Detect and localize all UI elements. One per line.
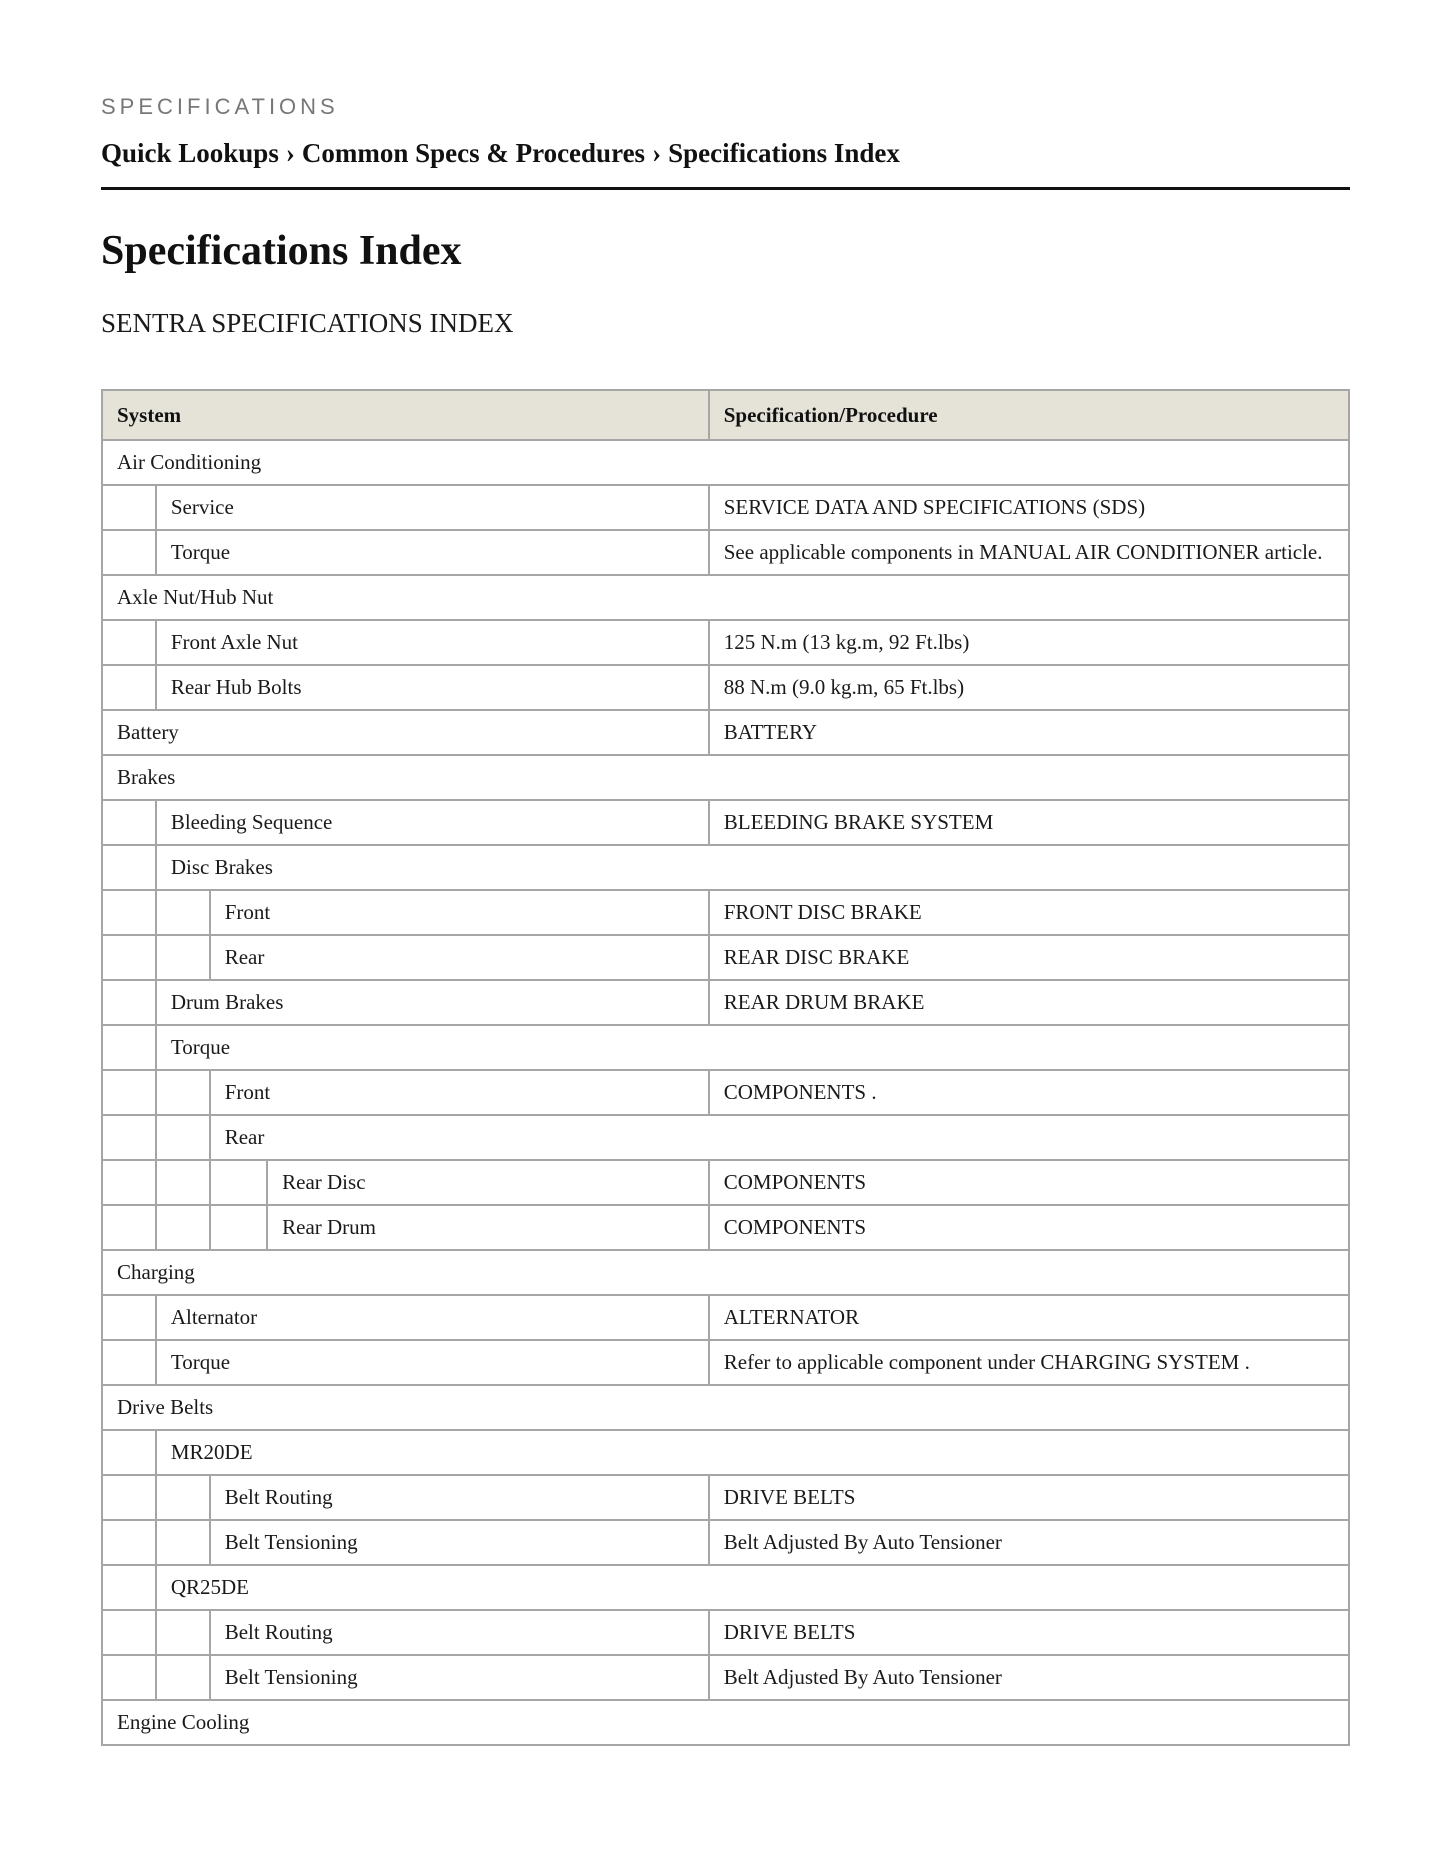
specification-cell: FRONT DISC BRAKE (709, 890, 1349, 935)
system-cell: Engine Cooling (102, 1700, 1349, 1745)
table-row (102, 440, 1349, 485)
indent-cell (102, 1520, 156, 1565)
system-cell: Front Axle Nut (156, 620, 709, 665)
header-divider (101, 187, 1350, 190)
table-row (102, 1385, 1349, 1430)
column-header-specification: Specification/Procedure (709, 390, 1349, 440)
indent-cell (210, 1205, 267, 1250)
table-row (102, 1025, 1349, 1070)
system-cell: Alternator (156, 1295, 709, 1340)
table-row (102, 1610, 1349, 1655)
indent-cell (102, 1475, 156, 1520)
column-header-system: System (102, 390, 709, 440)
system-cell: Charging (102, 1250, 1349, 1295)
table-row (102, 935, 1349, 980)
indent-cell (156, 1070, 210, 1115)
indent-cell (102, 1340, 156, 1385)
system-cell: Brakes (102, 755, 1349, 800)
table-row (102, 575, 1349, 620)
table-row (102, 845, 1349, 890)
specification-cell: BATTERY (709, 710, 1349, 755)
table-row (102, 1430, 1349, 1475)
indent-cell (102, 620, 156, 665)
table-row (102, 890, 1349, 935)
indent-cell (156, 1520, 210, 1565)
system-cell: Torque (156, 1340, 709, 1385)
system-cell: Rear Disc (267, 1160, 709, 1205)
table-row (102, 1205, 1349, 1250)
section-title: SENTRA SPECIFICATIONS INDEX (101, 308, 514, 338)
section-eyebrow: SPECIFICATIONS (101, 94, 339, 119)
indent-cell (102, 890, 156, 935)
indent-cell (102, 800, 156, 845)
system-cell: Drive Belts (102, 1385, 1349, 1430)
indent-cell (102, 1430, 156, 1475)
indent-cell (156, 1610, 210, 1655)
indent-cell (156, 935, 210, 980)
page-title: Specifications Index (101, 228, 462, 274)
specification-cell: REAR DRUM BRAKE (709, 980, 1349, 1025)
specification-cell: Belt Adjusted By Auto Tensioner (709, 1655, 1349, 1700)
indent-cell (102, 530, 156, 575)
indent-cell (102, 1295, 156, 1340)
system-cell: Rear Drum (267, 1205, 709, 1250)
table-row (102, 1565, 1349, 1610)
breadcrumb-item-quick-lookups[interactable]: Quick Lookups (101, 138, 279, 168)
table-row (102, 1655, 1349, 1700)
specification-cell: DRIVE BELTS (709, 1475, 1349, 1520)
specification-cell: See applicable components in MANUAL AIR CONDITIONER article. (709, 530, 1349, 575)
breadcrumb-item-current: Specifications Index (668, 138, 900, 168)
indent-cell (156, 1115, 210, 1160)
indent-cell (102, 935, 156, 980)
system-cell: Rear (210, 935, 709, 980)
system-cell: Disc Brakes (156, 845, 1349, 890)
specification-cell: COMPONENTS (709, 1205, 1349, 1250)
system-cell: Front (210, 890, 709, 935)
specification-cell: Refer to applicable component under CHARGING SYSTEM . (709, 1340, 1349, 1385)
table-row (102, 1520, 1349, 1565)
specification-cell: ALTERNATOR (709, 1295, 1349, 1340)
indent-cell (102, 1070, 156, 1115)
table-row (102, 1295, 1349, 1340)
system-cell: Belt Routing (210, 1475, 709, 1520)
indent-cell (102, 980, 156, 1025)
system-cell: Air Conditioning (102, 440, 1349, 485)
system-cell: Battery (102, 710, 709, 755)
indent-cell (102, 1205, 156, 1250)
specification-cell: REAR DISC BRAKE (709, 935, 1349, 980)
breadcrumb-separator: › (285, 138, 295, 168)
table-row (102, 1700, 1349, 1745)
specification-cell: COMPONENTS . (709, 1070, 1349, 1115)
system-cell: Drum Brakes (156, 980, 709, 1025)
system-cell: Bleeding Sequence (156, 800, 709, 845)
system-cell: Belt Tensioning (210, 1655, 709, 1700)
indent-cell (102, 485, 156, 530)
breadcrumb (101, 138, 900, 169)
system-cell: Torque (156, 1025, 1349, 1070)
table-row (102, 665, 1349, 710)
specification-cell: SERVICE DATA AND SPECIFICATIONS (SDS) (709, 485, 1349, 530)
table-row (102, 1340, 1349, 1385)
table-body (102, 440, 1349, 1745)
indent-cell (102, 1160, 156, 1205)
table-row (102, 1250, 1349, 1295)
table-row (102, 1160, 1349, 1205)
indent-cell (156, 890, 210, 935)
system-cell: Service (156, 485, 709, 530)
indent-cell (156, 1160, 210, 1205)
table-row (102, 485, 1349, 530)
breadcrumb-item-common-specs[interactable]: Common Specs & Procedures (301, 138, 646, 168)
table-row (102, 1070, 1349, 1115)
breadcrumb-separator: › (652, 138, 662, 168)
system-cell: Rear (210, 1115, 1349, 1160)
system-cell: QR25DE (156, 1565, 1349, 1610)
specification-cell: DRIVE BELTS (709, 1610, 1349, 1655)
indent-cell (102, 665, 156, 710)
specifications-table (101, 389, 1350, 1746)
indent-cell (102, 1025, 156, 1070)
indent-cell (102, 1115, 156, 1160)
specification-cell: Belt Adjusted By Auto Tensioner (709, 1520, 1349, 1565)
system-cell: Rear Hub Bolts (156, 665, 709, 710)
table-row (102, 1115, 1349, 1160)
system-cell: Torque (156, 530, 709, 575)
table-row (102, 980, 1349, 1025)
indent-cell (102, 1655, 156, 1700)
indent-cell (102, 1565, 156, 1610)
indent-cell (156, 1205, 210, 1250)
system-cell: Axle Nut/Hub Nut (102, 575, 1349, 620)
table-row (102, 800, 1349, 845)
table-header-row (102, 390, 1349, 440)
table-row (102, 620, 1349, 665)
specification-cell: BLEEDING BRAKE SYSTEM (709, 800, 1349, 845)
indent-cell (102, 1610, 156, 1655)
system-cell: Front (210, 1070, 709, 1115)
table-row (102, 755, 1349, 800)
table-row (102, 1475, 1349, 1520)
indent-cell (156, 1475, 210, 1520)
table-row (102, 530, 1349, 575)
table-row (102, 710, 1349, 755)
system-cell: MR20DE (156, 1430, 1349, 1475)
system-cell: Belt Routing (210, 1610, 709, 1655)
specification-cell: 125 N.m (13 kg.m, 92 Ft.lbs) (709, 620, 1349, 665)
indent-cell (102, 845, 156, 890)
specification-cell: COMPONENTS (709, 1160, 1349, 1205)
indent-cell (210, 1160, 267, 1205)
specification-cell: 88 N.m (9.0 kg.m, 65 Ft.lbs) (709, 665, 1349, 710)
indent-cell (156, 1655, 210, 1700)
system-cell: Belt Tensioning (210, 1520, 709, 1565)
